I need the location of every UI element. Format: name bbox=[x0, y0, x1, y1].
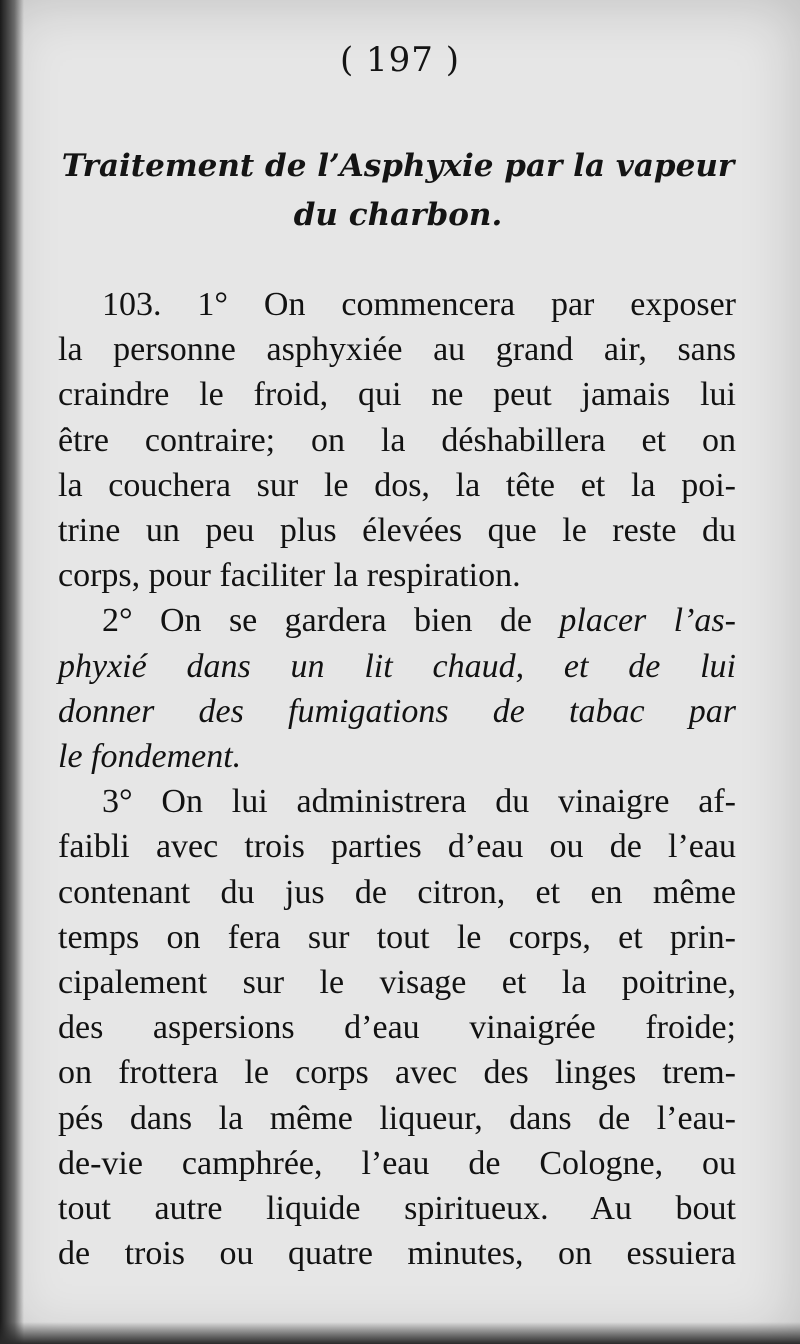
text-line: de trois ou quatre minutes, on essuiera bbox=[58, 1235, 736, 1273]
text-line: pés dans la même liqueur, dans de l’eau- bbox=[58, 1099, 736, 1137]
text-line: phyxié dans un lit chaud, et de lui bbox=[58, 647, 736, 685]
text-line: être contraire; on la déshabillera et on bbox=[58, 421, 736, 459]
text-line: la personne asphyxiée au grand air, sans bbox=[58, 331, 736, 369]
text-line: 3° On lui administrera du vinaigre af- bbox=[102, 783, 736, 821]
paragraph-103 bbox=[58, 282, 736, 598]
text-line: le fondement. bbox=[58, 738, 242, 776]
text-italic: placer l’as- bbox=[559, 602, 736, 640]
text-line: la couchera sur le dos, la tête et la poi- bbox=[58, 466, 736, 504]
text-line: donner des fumigations de tabac par bbox=[58, 692, 736, 730]
text-line: craindre le froid, qui ne peut jamais lui bbox=[58, 376, 736, 414]
paragraph-2 bbox=[58, 598, 736, 779]
text-line: des aspersions d’eau vinaigrée froide; bbox=[58, 1009, 736, 1047]
text-line: cipalement sur le visage et la poitrine, bbox=[58, 964, 736, 1002]
text-line: tout autre liquide spiritueux. Au bout bbox=[58, 1190, 736, 1228]
section-heading bbox=[58, 142, 738, 240]
body-text bbox=[58, 282, 736, 1276]
text-line: corps, pour faciliter la respiration. bbox=[58, 557, 521, 595]
paragraph-3 bbox=[58, 779, 736, 1276]
text-line: de-vie camphrée, l’eau de Cologne, ou bbox=[58, 1144, 736, 1182]
page-number: ( 197 ) bbox=[339, 40, 461, 80]
heading-line-2: du charbon. bbox=[293, 197, 503, 233]
text-line bbox=[58, 598, 736, 643]
heading-line-1: Traitement de l’Asphyxie par la vapeur bbox=[61, 148, 735, 184]
text-roman: 2° On se gardera bien de bbox=[102, 602, 560, 640]
text-line: 103. 1° On commencera par exposer bbox=[102, 286, 736, 323]
text-line: contenant du jus de citron, et en même bbox=[58, 873, 736, 911]
text-line: trine un peu plus élevées que le reste du bbox=[58, 512, 736, 550]
text-line: temps on fera sur tout le corps, et prin- bbox=[58, 918, 736, 956]
text-line: faibli avec trois parties d’eau ou de l’eau bbox=[58, 828, 736, 866]
text-line: on frottera le corps avec des linges trem- bbox=[58, 1054, 736, 1092]
